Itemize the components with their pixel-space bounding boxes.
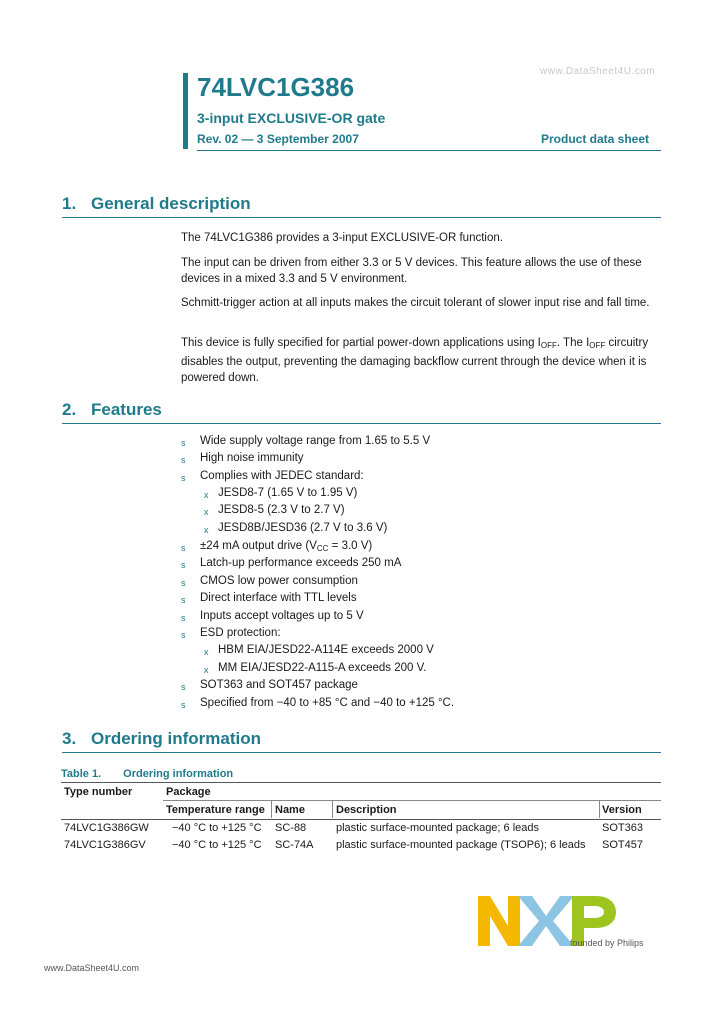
bullet-mark: s	[181, 700, 186, 710]
col-separator	[271, 801, 272, 818]
list-item: ±24 mA output drive ($V_{CC} = 3.0$ V)	[200, 540, 373, 553]
general-para-4: This device is fully specified for partial power-down applications using $I_{OFF}$. The $I_{OFF}$ circuitry disables the output, preventing the damaging backflow current through the device when it is powered down.	[181, 337, 649, 384]
bullet-mark: s	[181, 595, 186, 605]
cell-desc: plastic surface-mounted package; 6 leads	[336, 822, 540, 834]
section-number: 2.	[62, 400, 77, 419]
bullet-mark: s	[181, 630, 186, 640]
bullet-mark: s	[181, 543, 186, 553]
cell-name: SC-88	[275, 822, 307, 834]
logo-tagline: founded by Philips	[570, 938, 644, 948]
list-item: JESD8-5 (2.3 V to 2.7 V)	[218, 504, 345, 516]
logo-letter-n	[478, 896, 479, 897]
col-header-version: Version	[602, 804, 642, 816]
general-para-2: The input can be driven from either 3.3 or 5 V devices. This feature allows the use of these devices in a mixed 3.3 and 5 V environment.	[181, 257, 642, 285]
list-item: Inputs accept voltages up to 5 V	[200, 610, 364, 622]
sub-bullet-mark: x	[204, 525, 209, 535]
list-item: CMOS low power consumption	[200, 575, 358, 587]
col-separator	[332, 801, 333, 818]
revision-text: Rev. 02 — 3 September 2007	[197, 132, 359, 146]
list-item: ESD protection:	[200, 627, 281, 639]
list-item: High noise immunity	[200, 452, 304, 464]
list-item: JESD8-7 (1.65 V to 1.95 V)	[218, 487, 358, 499]
general-para-3: Schmitt-trigger action at all inputs makes the circuit tolerant of slower input rise and fall time.	[181, 297, 650, 309]
cell-name: SC-74A	[275, 839, 314, 851]
col-header-type: Type number	[64, 786, 133, 798]
list-item: Complies with JEDEC standard:	[200, 470, 364, 482]
bullet-mark: s	[181, 473, 186, 483]
general-para-1: The 74LVC1G386 provides a 3-input EXCLUSIVE-OR function.	[181, 232, 503, 244]
col-header-desc: Description	[336, 804, 397, 816]
bullet-mark: s	[181, 560, 186, 570]
section-title: Ordering information	[91, 729, 261, 748]
bullet-mark: s	[181, 455, 186, 465]
page-subtitle: 3-input EXCLUSIVE-OR gate	[197, 110, 386, 126]
col-header-name: Name	[275, 804, 305, 816]
list-item: Wide supply voltage range from 1.65 to 5.5 V	[200, 435, 431, 447]
table-header-rule	[61, 819, 661, 820]
bullet-mark: s	[181, 682, 186, 692]
table-title: Ordering information	[123, 768, 234, 780]
list-item: MM EIA/JESD22-A115-A exceeds 200 V.	[218, 662, 427, 674]
section-title: General description	[91, 194, 251, 213]
col-header-temp: Temperature range	[166, 804, 265, 816]
package-rule	[163, 800, 661, 801]
doc-type-label: Product data sheet	[541, 132, 650, 146]
section-title: Features	[91, 400, 162, 419]
cell-version: SOT363	[602, 822, 643, 834]
section-number: 3.	[62, 729, 77, 748]
cell-type: 74LVC1G386GW	[64, 822, 149, 834]
list-item: Specified from −40 to +85 °C and −40 to +125 °C.	[200, 697, 455, 709]
logo-letter-x	[528, 896, 529, 897]
cell-temp: −40 °C to +125 °C	[172, 822, 262, 834]
cell-desc: plastic surface-mounted package (TSOP6); 6 leads	[336, 839, 586, 851]
sub-bullet-mark: x	[204, 507, 209, 517]
list-item: SOT363 and SOT457 package	[200, 679, 358, 691]
sub-bullet-mark: x	[204, 665, 209, 675]
table-label: Table 1.	[61, 768, 102, 780]
list-item: HBM EIA/JESD22-A114E exceeds 2000 V	[218, 644, 434, 656]
cell-version: SOT457	[602, 839, 643, 851]
sub-bullet-mark: x	[204, 490, 209, 500]
bullet-mark: s	[181, 578, 186, 588]
sub-bullet-mark: x	[204, 647, 209, 657]
list-item: Latch-up performance exceeds 250 mA	[200, 557, 402, 569]
list-item: JESD8B/JESD36 (2.7 V to 3.6 V)	[218, 522, 388, 534]
list-item: Direct interface with TTL levels	[200, 592, 357, 604]
table-top-rule	[61, 782, 661, 783]
cell-temp: −40 °C to +125 °C	[172, 839, 262, 851]
page-title: 74LVC1G386	[197, 72, 355, 102]
col-header-package: Package	[166, 786, 211, 798]
bullet-mark: s	[181, 438, 186, 448]
bullet-mark: s	[181, 613, 186, 623]
logo-letter-p	[578, 896, 579, 897]
section-number: 1.	[62, 194, 77, 213]
nxp-logo	[478, 896, 660, 952]
footer-url: www.DataSheet4U.com	[44, 963, 140, 973]
col-separator	[599, 801, 600, 818]
cell-type: 74LVC1G386GV	[64, 839, 146, 851]
watermark-top: www.DataSheet4U.com	[540, 66, 656, 77]
